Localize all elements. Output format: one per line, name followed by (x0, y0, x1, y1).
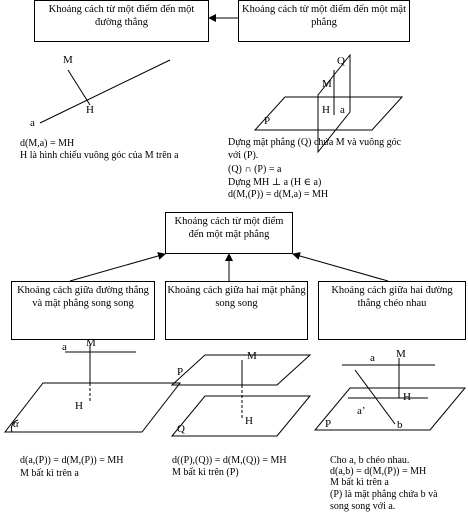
fig1-segment-mh (68, 70, 90, 105)
fig1-caption-1: d(M,a) = MH (20, 138, 75, 149)
box-line-plane-parallel: Khoảng cách giữa đường thẳng và mặt phẳng song song (11, 281, 155, 340)
fig2-label-m: M (322, 78, 332, 90)
fig2-caption-5: d(M,(P)) = d(M,a) = MH (228, 189, 329, 200)
fig2-caption-3: (Q) ∩ (P) = a (228, 164, 282, 175)
fig4-plane-p (172, 355, 310, 385)
box-point-to-line: Khoảng cách từ một điểm đến một đường thẳng (34, 0, 209, 42)
fig1-caption-2: H là hình chiếu vuông góc của M trên a (20, 150, 179, 161)
fig3-caption-2: M bất kì trên a (20, 468, 79, 479)
fig4-label-h: H (245, 415, 253, 427)
fig5-caption-1: Cho a, b chéo nhau. (330, 455, 410, 466)
fig4-label-q: Q (177, 423, 185, 435)
fig2-label-h: H (322, 104, 330, 116)
arrow-right (293, 254, 388, 281)
fig2-caption-1: Dựng mặt phẳng (Q) chứa M và vuông góc (228, 137, 402, 148)
fig1-label-h: H (86, 104, 94, 116)
fig4-caption-2: M bất kì trên (P) (172, 467, 239, 478)
fig4-caption-1: d((P),(Q)) = d(M,(Q)) = MH (172, 455, 287, 466)
fig3-plane (5, 383, 180, 432)
box-point-to-plane-center: Khoảng cách từ một điểm đến một mặt phẳng (165, 212, 293, 254)
box-point-to-plane-top: Khoảng cách từ một điểm đến một mặt phẳng (238, 0, 410, 42)
fig5-label-a-prime: a’ (357, 405, 366, 417)
fig5-plane-p (315, 388, 465, 430)
fig3-label-m: M (86, 337, 96, 349)
fig5-caption-4: (P) là mặt phẳng chứa b và (330, 489, 438, 500)
fig5-label-m: M (396, 348, 406, 360)
fig1-line-a (40, 60, 170, 123)
fig1-label-a: a (30, 117, 35, 129)
fig5-caption-2: d(a,b) = d(M,(P)) = MH (330, 466, 427, 477)
fig3-label-a: a (62, 341, 67, 353)
fig2-label-p: P (264, 115, 271, 127)
fig4-label-m: M (247, 350, 257, 362)
fig5-label-h: H (403, 391, 411, 403)
fig2-caption-4: Dựng MH ⊥ a (H ∈ a) (228, 177, 322, 188)
box-skew-lines: Khoảng cách giữa hai đường thẳng chéo nhau (318, 281, 466, 340)
fig1-label-m: M (63, 54, 73, 66)
fig2-label-q: Q (337, 55, 345, 67)
fig2-caption-2: với (P). (228, 150, 259, 161)
fig5-label-p: P (325, 418, 332, 430)
fig2-label-a: a (340, 104, 345, 116)
fig4-label-p: P (177, 366, 184, 378)
fig5-label-b: b (397, 419, 403, 431)
fig5-caption-3: M bất kì trên a (330, 477, 389, 488)
fig5-label-a: a (370, 352, 375, 364)
box-two-planes-parallel: Khoảng cách giữa hai mặt phẳng song song (165, 281, 308, 340)
arrow-left (70, 254, 165, 281)
fig3-caption-1: d(a,(P)) = d(M,(P)) = MH (20, 455, 124, 466)
fig4-plane-q (172, 396, 310, 436)
fig3-label-h: H (75, 400, 83, 412)
fig3-label-alpha: α (13, 418, 19, 430)
fig5-caption-5: song song với a. (330, 501, 396, 512)
